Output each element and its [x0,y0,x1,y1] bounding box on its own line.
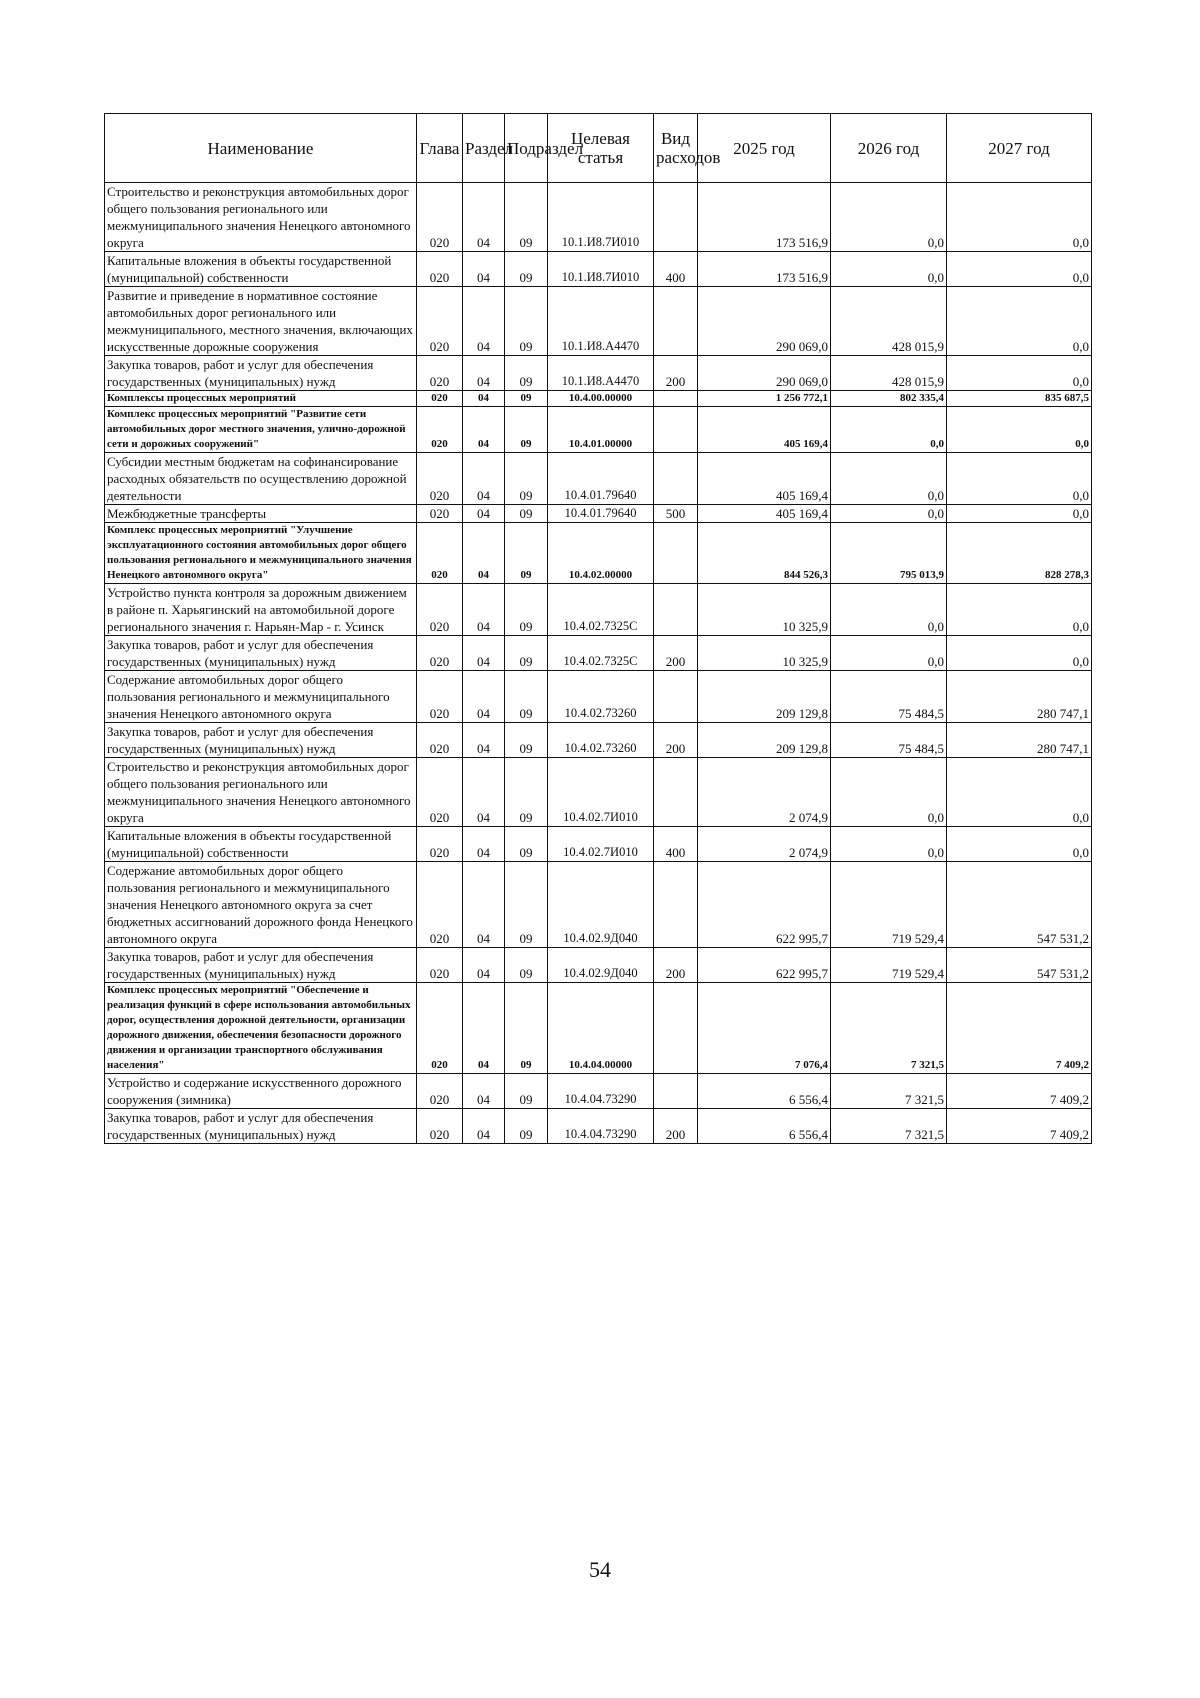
cell-article: 10.4.02.7И010 [548,827,654,862]
cell-article: 10.4.02.7325С [548,584,654,636]
cell-name: Устройство и содержание искусственного дорожного сооружения (зимника) [105,1074,417,1109]
table-row [105,183,1092,252]
cell-glava: 020 [417,983,463,1074]
cell-2027: 280 747,1 [947,671,1092,723]
cell-2025: 7 076,4 [698,983,831,1074]
cell-glava: 020 [417,391,463,407]
cell-2027: 0,0 [947,407,1092,453]
cell-razdel: 04 [463,584,505,636]
cell-2026: 0,0 [831,505,947,523]
cell-name: Комплекс процессных мероприятий "Улучшение эксплуатационного состояния автомобильных дорог общего пользования регионального и межмуниципального значения Ненецкого автономного округа" [105,523,417,584]
cell-glava: 020 [417,287,463,356]
cell-2025: 1 256 772,1 [698,391,831,407]
cell-2025: 405 169,4 [698,505,831,523]
cell-2025: 6 556,4 [698,1074,831,1109]
table-row [105,827,1092,862]
cell-name: Комплекс процессных мероприятий "Развитие сети автомобильных дорог местного значения, улично-дорожной сети и дорожных сооружений" [105,407,417,453]
cell-2026: 0,0 [831,758,947,827]
cell-vid [654,862,698,948]
cell-2025: 209 129,8 [698,671,831,723]
cell-razdel: 04 [463,983,505,1074]
cell-razdel: 04 [463,827,505,862]
cell-podrazdel: 09 [505,983,548,1074]
cell-2025: 622 995,7 [698,948,831,983]
table-row [105,1109,1092,1144]
cell-name: Субсидии местным бюджетам на софинансирование расходных обязательств по осуществлению дорожной деятельности [105,453,417,505]
cell-2025: 844 526,3 [698,523,831,584]
cell-2027: 0,0 [947,584,1092,636]
cell-2026: 0,0 [831,183,947,252]
cell-podrazdel: 09 [505,391,548,407]
cell-razdel: 04 [463,453,505,505]
header-2026: 2026 год [831,114,947,183]
cell-article: 10.4.02.9Д040 [548,948,654,983]
cell-article: 10.4.02.9Д040 [548,862,654,948]
cell-vid: 400 [654,252,698,287]
cell-razdel: 04 [463,287,505,356]
cell-podrazdel: 09 [505,523,548,584]
table-row [105,252,1092,287]
cell-podrazdel: 09 [505,636,548,671]
table-row [105,758,1092,827]
cell-name: Развитие и приведение в нормативное состояние автомобильных дорог регионального или межмуниципального, местного значения, включающих искусственные дорожные сооружения [105,287,417,356]
cell-glava: 020 [417,505,463,523]
table-body [105,183,1092,1144]
cell-razdel: 04 [463,1074,505,1109]
cell-2026: 75 484,5 [831,723,947,758]
cell-razdel: 04 [463,391,505,407]
cell-2027: 0,0 [947,453,1092,505]
cell-name: Строительство и реконструкция автомобильных дорог общего пользования регионального или межмуниципального значения Ненецкого автономного округа [105,183,417,252]
cell-vid [654,983,698,1074]
header-name: Наименование [105,114,417,183]
cell-razdel: 04 [463,862,505,948]
cell-article: 10.4.02.7И010 [548,758,654,827]
cell-2027: 0,0 [947,287,1092,356]
cell-glava: 020 [417,356,463,391]
header-2027: 2027 год [947,114,1092,183]
cell-name: Строительство и реконструкция автомобильных дорог общего пользования регионального или межмуниципального значения Ненецкого автономного округа [105,758,417,827]
cell-razdel: 04 [463,252,505,287]
cell-razdel: 04 [463,183,505,252]
cell-2027: 0,0 [947,827,1092,862]
cell-name: Закупка товаров, работ и услуг для обеспечения государственных (муниципальных) нужд [105,636,417,671]
cell-2025: 173 516,9 [698,252,831,287]
table-row [105,584,1092,636]
table-row [105,636,1092,671]
cell-name: Закупка товаров, работ и услуг для обеспечения государственных (муниципальных) нужд [105,723,417,758]
table-row [105,1074,1092,1109]
cell-2027: 547 531,2 [947,948,1092,983]
cell-vid: 200 [654,723,698,758]
cell-vid [654,453,698,505]
cell-2025: 10 325,9 [698,636,831,671]
cell-podrazdel: 09 [505,948,548,983]
cell-2027: 7 409,2 [947,1074,1092,1109]
cell-vid [654,287,698,356]
cell-vid: 200 [654,1109,698,1144]
cell-2027: 835 687,5 [947,391,1092,407]
cell-podrazdel: 09 [505,584,548,636]
header-2025: 2025 год [698,114,831,183]
table-row [105,407,1092,453]
cell-glava: 020 [417,862,463,948]
cell-glava: 020 [417,636,463,671]
cell-article: 10.4.02.73260 [548,671,654,723]
cell-podrazdel: 09 [505,1109,548,1144]
cell-article: 10.4.04.00000 [548,983,654,1074]
cell-2025: 173 516,9 [698,183,831,252]
header-glava: Глава [417,114,463,183]
header-article: Целевая статья [548,114,654,183]
cell-article: 10.4.01.79640 [548,453,654,505]
cell-2025: 2 074,9 [698,758,831,827]
cell-2026: 7 321,5 [831,1074,947,1109]
cell-2027: 0,0 [947,356,1092,391]
cell-2027: 828 278,3 [947,523,1092,584]
cell-2026: 719 529,4 [831,862,947,948]
cell-glava: 020 [417,584,463,636]
table-row [105,356,1092,391]
table-header [105,114,1092,183]
cell-2026: 719 529,4 [831,948,947,983]
cell-2026: 7 321,5 [831,1109,947,1144]
cell-podrazdel: 09 [505,758,548,827]
header-vid: Вид расходов [654,114,698,183]
cell-name: Содержание автомобильных дорог общего пользования регионального и межмуниципального значения Ненецкого автономного округа за счет бюджетных ассигнований дорожного фонда Ненецкого автономного округа [105,862,417,948]
cell-razdel: 04 [463,758,505,827]
cell-article: 10.1.И8.А4470 [548,287,654,356]
cell-podrazdel: 09 [505,827,548,862]
cell-name: Закупка товаров, работ и услуг для обеспечения государственных (муниципальных) нужд [105,948,417,983]
cell-2026: 0,0 [831,584,947,636]
cell-name: Содержание автомобильных дорог общего пользования регионального и межмуниципального значения Ненецкого автономного округа [105,671,417,723]
cell-podrazdel: 09 [505,287,548,356]
cell-2026: 0,0 [831,636,947,671]
cell-podrazdel: 09 [505,453,548,505]
cell-vid [654,183,698,252]
cell-razdel: 04 [463,407,505,453]
table-row [105,983,1092,1074]
cell-glava: 020 [417,407,463,453]
cell-article: 10.4.02.73260 [548,723,654,758]
cell-2025: 290 069,0 [698,356,831,391]
cell-article: 10.1.И8.7И010 [548,252,654,287]
table-row [105,453,1092,505]
table-row [105,391,1092,407]
cell-2025: 2 074,9 [698,827,831,862]
cell-glava: 020 [417,723,463,758]
cell-2026: 0,0 [831,407,947,453]
table-row [105,671,1092,723]
table-row [105,287,1092,356]
cell-glava: 020 [417,1074,463,1109]
cell-2027: 0,0 [947,636,1092,671]
cell-podrazdel: 09 [505,505,548,523]
cell-podrazdel: 09 [505,252,548,287]
cell-glava: 020 [417,523,463,584]
cell-2025: 405 169,4 [698,407,831,453]
cell-article: 10.4.00.00000 [548,391,654,407]
cell-name: Капитальные вложения в объекты государственной (муниципальной) собственности [105,252,417,287]
cell-2026: 428 015,9 [831,356,947,391]
cell-name: Комплекс процессных мероприятий "Обеспечение и реализация функций в сфере использования автомобильных дорог, осуществления дорожной деятельности, организации дорожного движения, обеспечения безопасности дорожного движения и организации транспортного обслуживания населения" [105,983,417,1074]
cell-vid: 500 [654,505,698,523]
cell-2025: 10 325,9 [698,584,831,636]
cell-2027: 7 409,2 [947,983,1092,1074]
cell-podrazdel: 09 [505,1074,548,1109]
cell-2026: 428 015,9 [831,287,947,356]
cell-podrazdel: 09 [505,862,548,948]
cell-2027: 280 747,1 [947,723,1092,758]
cell-2025: 405 169,4 [698,453,831,505]
cell-2026: 0,0 [831,827,947,862]
cell-2026: 0,0 [831,252,947,287]
cell-vid: 400 [654,827,698,862]
cell-2027: 0,0 [947,252,1092,287]
cell-glava: 020 [417,948,463,983]
cell-article: 10.4.04.73290 [548,1074,654,1109]
cell-glava: 020 [417,671,463,723]
cell-2025: 622 995,7 [698,862,831,948]
cell-vid [654,1074,698,1109]
cell-2027: 0,0 [947,183,1092,252]
cell-article: 10.1.И8.А4470 [548,356,654,391]
cell-podrazdel: 09 [505,356,548,391]
cell-razdel: 04 [463,1109,505,1144]
cell-vid [654,407,698,453]
cell-2027: 547 531,2 [947,862,1092,948]
header-podrazdel: Подраздел [505,114,548,183]
cell-name: Капитальные вложения в объекты государственной (муниципальной) собственности [105,827,417,862]
cell-razdel: 04 [463,356,505,391]
cell-vid [654,671,698,723]
cell-2025: 6 556,4 [698,1109,831,1144]
cell-name: Закупка товаров, работ и услуг для обеспечения государственных (муниципальных) нужд [105,356,417,391]
cell-2027: 0,0 [947,758,1092,827]
cell-glava: 020 [417,252,463,287]
cell-article: 10.4.01.00000 [548,407,654,453]
cell-2025: 209 129,8 [698,723,831,758]
cell-article: 10.4.02.00000 [548,523,654,584]
cell-vid: 200 [654,636,698,671]
page-number: 54 [589,1557,611,1582]
cell-2026: 0,0 [831,453,947,505]
budget-table [104,113,1092,1144]
cell-article: 10.4.02.7325С [548,636,654,671]
header-razdel: Раздел [463,114,505,183]
cell-vid [654,391,698,407]
cell-2025: 290 069,0 [698,287,831,356]
cell-razdel: 04 [463,523,505,584]
cell-2026: 75 484,5 [831,671,947,723]
cell-vid: 200 [654,356,698,391]
cell-name: Закупка товаров, работ и услуг для обеспечения государственных (муниципальных) нужд [105,1109,417,1144]
cell-razdel: 04 [463,948,505,983]
cell-name: Устройство пункта контроля за дорожным движением в районе п. Харьягинский на автомобильной дороге регионального значения г. Нарьян-Мар - г. Усинск [105,584,417,636]
cell-2026: 7 321,5 [831,983,947,1074]
cell-glava: 020 [417,183,463,252]
table-row [105,523,1092,584]
cell-podrazdel: 09 [505,407,548,453]
cell-article: 10.4.01.79640 [548,505,654,523]
cell-glava: 020 [417,1109,463,1144]
cell-podrazdel: 09 [505,183,548,252]
cell-razdel: 04 [463,671,505,723]
cell-razdel: 04 [463,723,505,758]
cell-name: Межбюджетные трансферты [105,505,417,523]
cell-podrazdel: 09 [505,671,548,723]
cell-2027: 0,0 [947,505,1092,523]
cell-2026: 795 013,9 [831,523,947,584]
cell-podrazdel: 09 [505,723,548,758]
cell-vid [654,584,698,636]
cell-razdel: 04 [463,505,505,523]
cell-2026: 802 335,4 [831,391,947,407]
cell-glava: 020 [417,758,463,827]
cell-article: 10.1.И8.7И010 [548,183,654,252]
cell-vid [654,523,698,584]
cell-glava: 020 [417,453,463,505]
cell-razdel: 04 [463,636,505,671]
cell-2027: 7 409,2 [947,1109,1092,1144]
cell-vid: 200 [654,948,698,983]
table-row [105,723,1092,758]
table-row [105,862,1092,948]
cell-glava: 020 [417,827,463,862]
table-row [105,505,1092,523]
cell-article: 10.4.04.73290 [548,1109,654,1144]
cell-vid [654,758,698,827]
header-row [105,114,1092,183]
cell-name: Комплексы процессных мероприятий [105,391,417,407]
table-row [105,948,1092,983]
